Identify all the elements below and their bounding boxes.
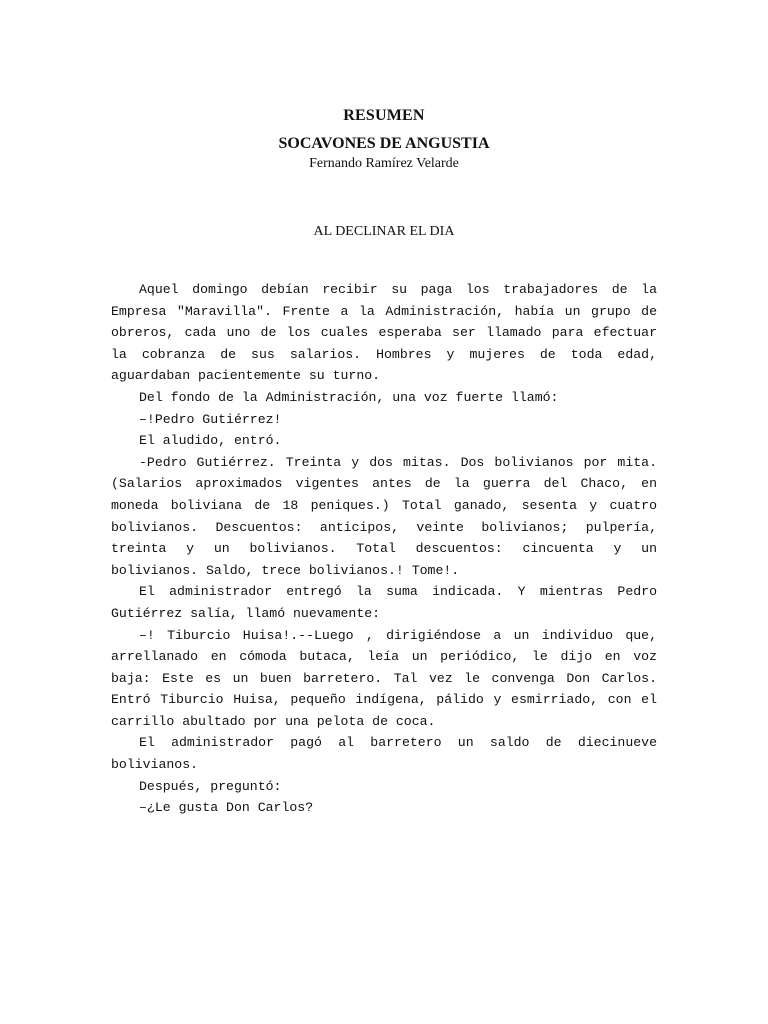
document-body: [111, 279, 657, 819]
chapter-title: AL DECLINAR EL DIA: [313, 224, 455, 239]
paragraph: –!Pedro Gutiérrez!: [139, 411, 282, 427]
paragraph: Del fondo de la Administración, una voz fuerte llamó:: [139, 389, 559, 405]
paragraph: El aludido, entró.: [139, 433, 282, 449]
paragraph: –! Tiburcio Huisa!.--Luego , dirigiéndose a un individuo que, arrellanado en cómoda butaca, leía un periódico, le dijo en voz baja: Este es un buen barretero. Tal vez le convenga Don Carlos. Entró Tiburcio Huisa, pequeño indígena, pálido y esmirriado, con el carrillo abultado por una pelota de coca.: [111, 627, 657, 729]
paragraph: –¿Le gusta Don Carlos?: [139, 800, 314, 816]
document-label: RESUMEN: [343, 107, 425, 124]
paragraph: Aquel domingo debían recibir su paga los trabajadores de la Empresa "Maravilla". Frente a la Administración, había un grupo de obreros, cada uno de los cuales esperaba ser llamado para efectuar la cobranza de sus salarios. Hombres y mujeres de toda edad, aguardaban pacientemente su turno.: [111, 282, 657, 384]
paragraph: Después, preguntó:: [139, 778, 282, 794]
paragraph: El administrador entregó la suma indicada. Y mientras Pedro Gutiérrez salía, llamó nuevamente:: [111, 584, 657, 621]
paragraph: El administrador pagó al barretero un saldo de diecinueve bolivianos.: [111, 735, 657, 773]
document-author: Fernando Ramírez Velarde: [309, 156, 459, 171]
paragraph: -Pedro Gutiérrez. Treinta y dos mitas. Dos bolivianos por mita.(Salarios aproximados vigentes antes de la guerra del Chaco, en moneda boliviana de 18 peniques.) Total ganado, sesenta y cuatro bolivianos. Descuentos: anticipos, veinte bolivianos; pulpería, treinta y un bolivianos. Total descuentos: cincuenta y un bolivianos. Saldo, trece bolivianos.! Tome!.: [111, 454, 657, 578]
document-title: SOCAVONES DE ANGUSTIA: [278, 135, 490, 152]
